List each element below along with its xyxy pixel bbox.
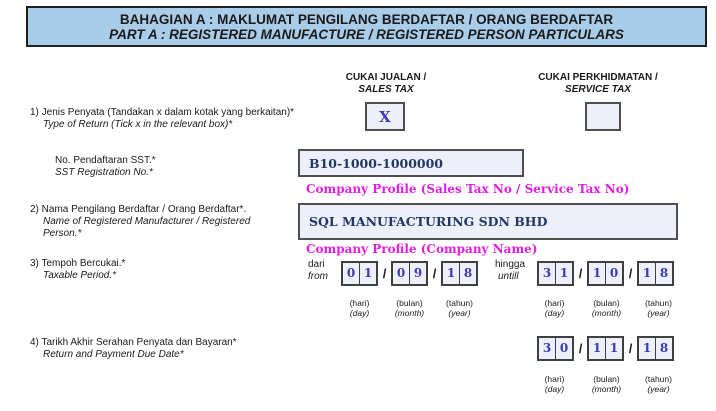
until-year-digit-1: 1 xyxy=(642,266,652,280)
from-day-digit-1: 0 xyxy=(346,266,356,280)
due-date-label-malay: 4) Tarikh Akhir Serahan Penyata dan Bayaran* xyxy=(30,337,237,348)
due-month-digit-2: 1 xyxy=(605,338,622,359)
service-tax-label-malay: CUKAI PERKHIDMATAN / xyxy=(538,72,658,83)
due-day-field[interactable] xyxy=(537,336,574,361)
from-day-digit-2: 1 xyxy=(359,263,376,284)
registered-name-label-english-line1: Name of Registered Manufacturer / Registered xyxy=(43,216,251,227)
service-tax-checkbox[interactable] xyxy=(585,102,621,131)
period-until-label xyxy=(495,259,525,283)
until-month-digit-2: 0 xyxy=(605,263,622,284)
unit-day-english: (day) xyxy=(349,308,370,318)
registered-name-label xyxy=(30,204,250,240)
unit-month-malay: (bulan) xyxy=(593,374,620,384)
due-day-digit-1: 3 xyxy=(542,341,552,355)
due-month-field[interactable] xyxy=(587,336,624,361)
sst-registration-input[interactable]: B10-1000-1000000 xyxy=(298,149,524,177)
unit-label-year xyxy=(437,298,482,318)
due-year-digit-2: 8 xyxy=(655,338,672,359)
until-day-digit-1: 3 xyxy=(542,266,552,280)
until-day-digit-2: 1 xyxy=(555,263,572,284)
unit-year-english: (year) xyxy=(448,308,471,318)
date-slash: / xyxy=(382,266,387,281)
period-from-label-english: from xyxy=(308,271,328,282)
unit-year-malay: (tahun) xyxy=(645,298,672,308)
until-date-unit-labels xyxy=(532,298,681,318)
from-year-digit-1: 1 xyxy=(446,266,456,280)
unit-year-malay: (tahun) xyxy=(446,298,473,308)
from-month-field[interactable] xyxy=(391,261,428,286)
service-tax-label-english: SERVICE TAX xyxy=(565,83,631,95)
from-year-digit-2: 8 xyxy=(459,263,476,284)
registered-name-input[interactable]: SQL MANUFACTURING SDN BHD xyxy=(298,203,678,240)
from-day-field[interactable] xyxy=(341,261,378,286)
unit-year-malay: (tahun) xyxy=(645,374,672,384)
due-date-unit-labels xyxy=(532,374,681,394)
taxable-period-until-date xyxy=(537,261,674,286)
until-year-field[interactable] xyxy=(637,261,674,286)
taxable-period-label-english: Taxable Period.* xyxy=(43,270,117,281)
sst-registration-source-note: Company Profile (Sales Tax No / Service Tax No) xyxy=(306,182,630,196)
unit-day-malay: (hari) xyxy=(349,298,370,308)
unit-label-year xyxy=(636,298,681,318)
from-month-digit-1: 0 xyxy=(396,266,406,280)
unit-label-year xyxy=(636,374,681,394)
unit-month-english: (month) xyxy=(591,384,622,394)
period-from-label xyxy=(308,259,328,283)
type-of-return-label-english: Type of Return (Tick x in the relevant box)* xyxy=(43,119,233,130)
date-slash: / xyxy=(628,266,633,281)
sst-registration-label-malay: No. Pendaftaran SST.* xyxy=(55,155,156,166)
period-from-label-malay: dari xyxy=(308,259,325,270)
type-of-return-label-malay: 1) Jenis Penyata (Tandakan x dalam kotak yang berkaitan)* xyxy=(30,107,295,118)
until-month-field[interactable] xyxy=(587,261,624,286)
date-slash: / xyxy=(432,266,437,281)
due-date-boxes xyxy=(537,336,674,361)
from-date-unit-labels xyxy=(337,298,482,318)
until-year-digit-2: 8 xyxy=(655,263,672,284)
unit-label-month xyxy=(584,374,629,394)
due-date-label xyxy=(30,337,237,361)
unit-label-month xyxy=(387,298,432,318)
until-month-digit-1: 1 xyxy=(592,266,602,280)
unit-day-malay: (hari) xyxy=(544,374,565,384)
registered-name-label-malay: 2) Nama Pengilang Berdaftar / Orang Berdaftar*. xyxy=(30,204,247,215)
unit-label-day xyxy=(532,374,577,394)
sales-tax-checkbox[interactable]: X xyxy=(365,102,405,131)
taxable-period-label xyxy=(30,258,125,282)
taxable-period-from-date xyxy=(341,261,478,286)
sales-tax-label-malay: CUKAI JUALAN / xyxy=(345,72,427,83)
unit-year-english: (year) xyxy=(647,384,670,394)
unit-label-month xyxy=(584,298,629,318)
date-slash: / xyxy=(578,266,583,281)
part-a-title-english: PART A : REGISTERED MANUFACTURE / REGISTERED PERSON PARTICULARS xyxy=(109,27,624,42)
due-year-field[interactable] xyxy=(637,336,674,361)
period-until-label-malay: hingga xyxy=(495,259,526,270)
type-of-return-label xyxy=(30,107,294,131)
unit-month-malay: (bulan) xyxy=(396,298,423,308)
unit-month-english: (month) xyxy=(394,308,425,318)
sst-registration-label-english: SST Registration No.* xyxy=(55,167,153,178)
registered-name-source-note: Company Profile (Company Name) xyxy=(306,242,538,256)
unit-day-english: (day) xyxy=(544,308,565,318)
unit-label-day xyxy=(337,298,382,318)
sales-tax-label-english: SALES TAX xyxy=(358,83,414,95)
part-a-title-malay: BAHAGIAN A : MAKLUMAT PENGILANG BERDAFTAR / ORANG BERDAFTAR xyxy=(119,12,614,27)
sales-tax-column-header xyxy=(320,72,452,95)
sst-registration-label xyxy=(55,155,156,179)
due-day-digit-2: 0 xyxy=(555,338,572,359)
unit-month-malay: (bulan) xyxy=(593,298,620,308)
part-a-header xyxy=(26,6,707,47)
date-slash: / xyxy=(578,341,583,356)
from-month-digit-2: 9 xyxy=(409,263,426,284)
registered-name-label-english-line2: Person.* xyxy=(43,228,82,239)
period-until-label-english: untill xyxy=(498,271,519,282)
unit-year-english: (year) xyxy=(647,308,670,318)
unit-day-english: (day) xyxy=(544,384,565,394)
due-year-digit-1: 1 xyxy=(642,341,652,355)
unit-label-day xyxy=(532,298,577,318)
date-slash: / xyxy=(628,341,633,356)
unit-month-english: (month) xyxy=(591,308,622,318)
service-tax-column-header xyxy=(528,72,668,95)
due-date-label-english: Return and Payment Due Date* xyxy=(43,349,184,360)
taxable-period-label-malay: 3) Tempoh Bercukai.* xyxy=(30,258,126,269)
from-year-field[interactable] xyxy=(441,261,478,286)
unit-day-malay: (hari) xyxy=(544,298,565,308)
until-day-field[interactable] xyxy=(537,261,574,286)
due-month-digit-1: 1 xyxy=(592,341,602,355)
